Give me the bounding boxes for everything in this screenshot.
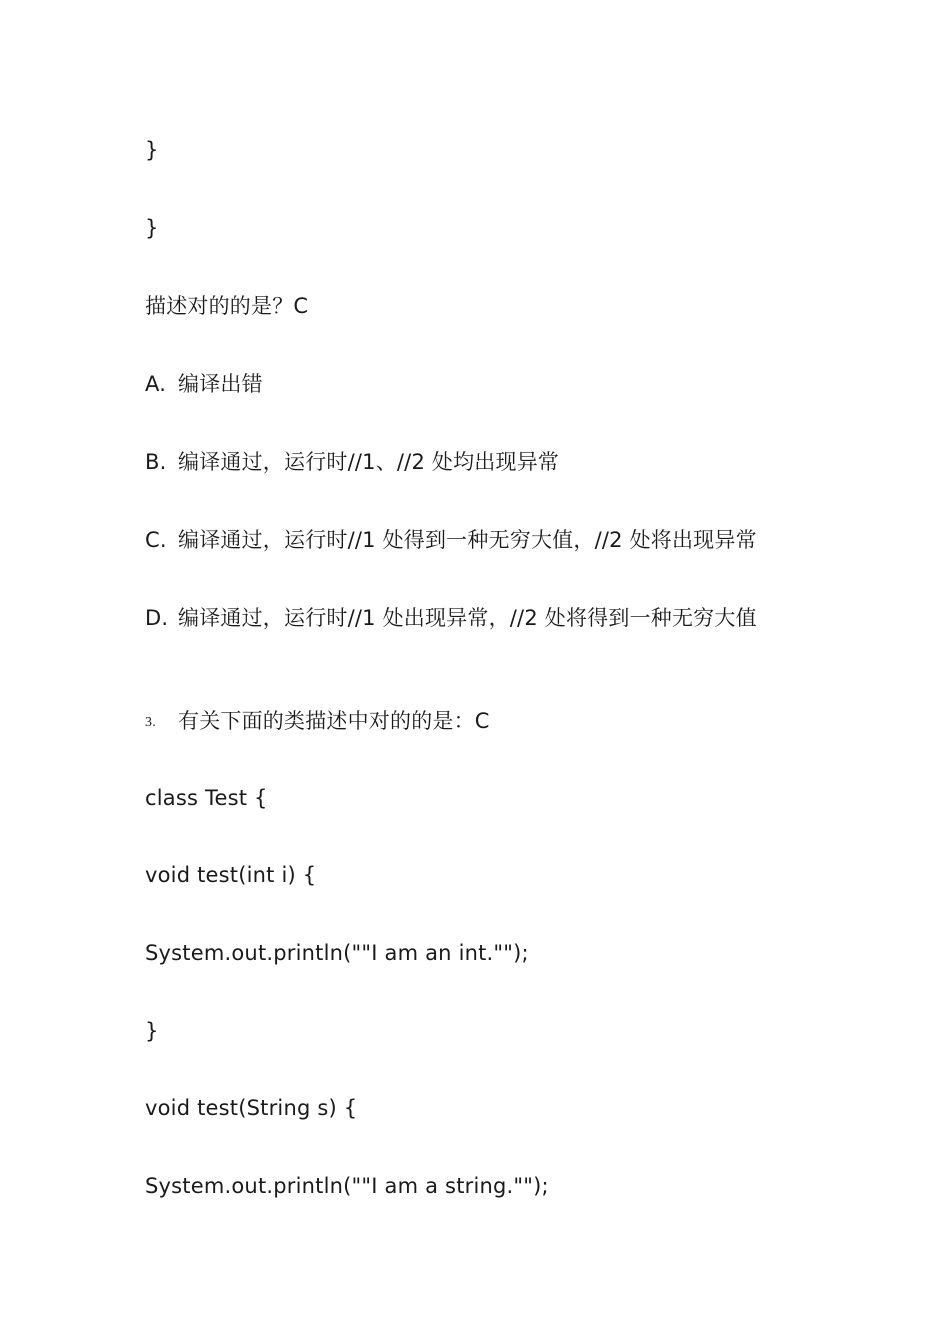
option-letter: A.	[145, 372, 167, 396]
question-2-prompt: 描述对的的是？C	[145, 294, 309, 318]
code-line: System.out.println(""I am an int."");	[145, 941, 529, 965]
option-text: 编译通过，运行时//1 处出现异常，//2 处将得到一种无穷大值	[178, 606, 757, 630]
option-letter: C.	[145, 528, 167, 552]
code-closing-brace: }	[145, 216, 159, 240]
option-text: 编译通过，运行时//1 处得到一种无穷大值，//2 处将出现异常	[178, 528, 757, 552]
option-d	[145, 604, 757, 632]
code-line: class Test {	[145, 786, 268, 810]
code-line: System.out.println(""I am a string."");	[145, 1174, 549, 1198]
option-c	[145, 526, 757, 554]
question-number: 3.	[145, 715, 156, 730]
option-letter: B.	[145, 450, 167, 474]
code-line: void test(String s) {	[145, 1096, 358, 1120]
question-3-prompt: 有关下面的类描述中对的的是：C	[178, 709, 490, 733]
option-letter: D.	[145, 606, 169, 630]
option-text: 编译出错	[178, 372, 263, 396]
code-line: }	[145, 1019, 159, 1043]
question-3-heading	[145, 707, 490, 737]
option-b	[145, 448, 559, 476]
code-line: void test(int i) {	[145, 863, 317, 887]
option-text: 编译通过，运行时//1、//2 处均出现异常	[178, 450, 560, 474]
option-a	[145, 370, 263, 398]
code-closing-brace: }	[145, 138, 159, 162]
